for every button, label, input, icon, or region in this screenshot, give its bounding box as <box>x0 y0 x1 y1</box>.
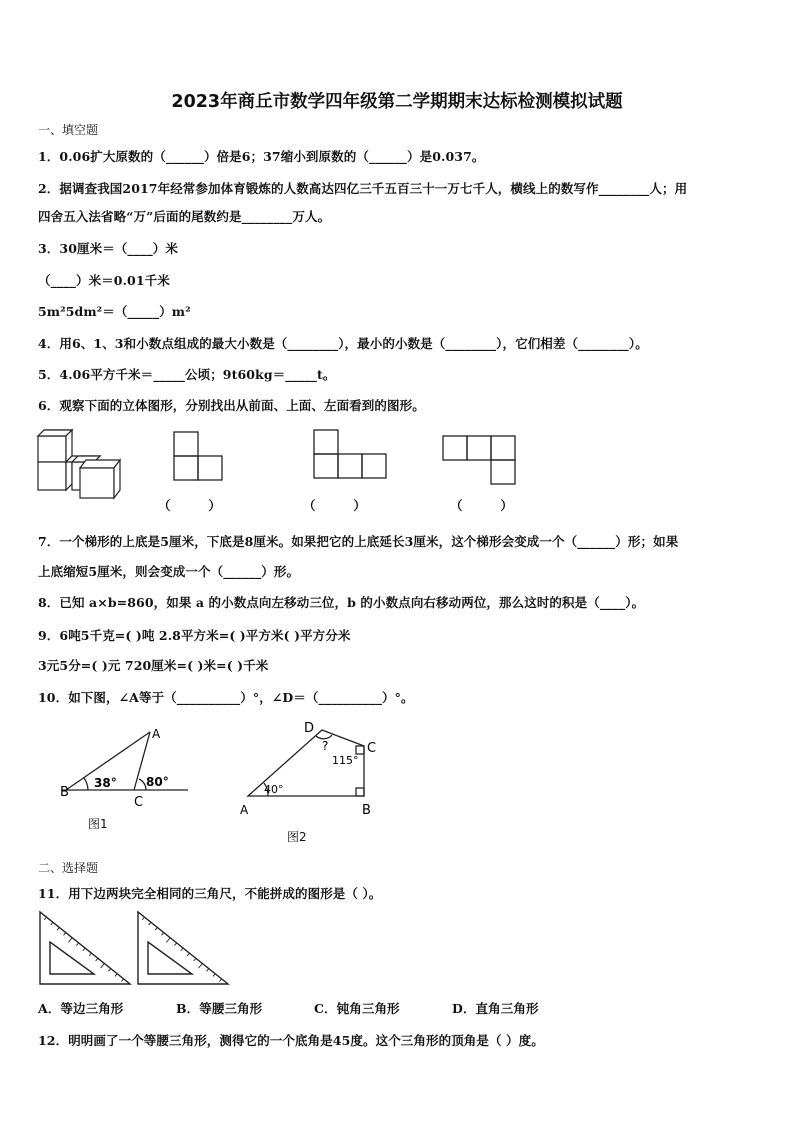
q11-option-c[interactable]: C．钝角三角形 <box>314 1001 400 1016</box>
fig1-label-c: C <box>134 795 144 810</box>
ruler-tick <box>44 917 46 920</box>
q6-solid-figure <box>36 430 126 496</box>
ruler-tick <box>207 969 209 972</box>
ruler-tick <box>109 969 111 972</box>
fig2-angle-c: 115° <box>332 754 359 767</box>
ruler-tick <box>89 953 91 956</box>
q6-view-figure-2 <box>312 428 392 482</box>
ruler-tick <box>149 922 151 925</box>
fig1-angle-b: 38° <box>94 776 117 790</box>
ruler-tick <box>142 917 144 920</box>
ruler-tick <box>96 958 98 961</box>
q11-set-squares <box>36 908 236 990</box>
question-2-line2: 四舍五入法省略“万”后面的尾数约是________万人。 <box>38 209 331 224</box>
page-title: 2023年商丘市数学四年级第二学期期末达标检测模拟试题 <box>171 92 623 112</box>
question-9-line1: 9．6吨5千克=( )吨 2.8平方米=( )平方米( )平方分米 <box>38 628 351 643</box>
question-11: 11．用下边两块完全相同的三角尺，不能拼成的图形是（ ）。 <box>38 886 382 901</box>
q10-figure-1 <box>60 722 200 810</box>
q10-figure-2 <box>240 718 390 818</box>
question-12: 12．明明画了一个等腰三角形，测得它的一个底角是45度。这个三角形的顶角是（ ）度。 <box>38 1033 544 1048</box>
q6-answer-blank-2: （ ） <box>303 498 367 513</box>
question-2-line1: 2．据调查我国2017年经常参加体育锻炼的人数高达四亿三千五百三十一万七千人，横线上的数写作________人；用 <box>38 181 688 196</box>
question-3-line3: 5m²5dm²＝（_____）m² <box>38 304 191 319</box>
fig2-label-d: D <box>304 721 315 736</box>
fig2-label-a: A <box>240 803 249 817</box>
ruler-tick <box>155 927 157 930</box>
ruler-tick <box>101 963 105 968</box>
fig1-label-a: A <box>152 727 161 741</box>
q6-view-figure-1 <box>170 430 226 484</box>
fig2-label-c: C <box>367 741 377 756</box>
q11-option-d[interactable]: D．直角三角形 <box>452 1001 539 1016</box>
ruler-tick <box>57 927 59 930</box>
question-7-line2: 上底缩短5厘米，则会变成一个（______）形。 <box>38 564 300 579</box>
ruler-tick <box>181 948 183 951</box>
fig2-angle-a: 40° <box>264 783 284 796</box>
ruler-tick <box>219 979 221 982</box>
ruler-tick <box>174 943 176 946</box>
ruler-tick <box>166 938 170 943</box>
ruler-tick <box>121 979 123 982</box>
fig1-angle-c: 80° <box>146 775 169 789</box>
fig1-label-b: B <box>60 785 69 800</box>
ruler-tick <box>199 963 203 968</box>
q6-answer-blank-3: （ ） <box>450 498 514 513</box>
fig2-label-b: B <box>362 803 371 818</box>
q6-view-figure-3 <box>441 434 521 488</box>
q11-option-a[interactable]: A．等边三角形 <box>38 1001 124 1016</box>
ruler-tick <box>51 922 53 925</box>
question-10: 10．如下图，∠A等于（__________）°，∠D＝（__________）°。 <box>38 690 414 705</box>
fig1-caption: 图1 <box>88 817 108 831</box>
ruler-tick <box>187 953 189 956</box>
ruler-tick <box>115 974 117 977</box>
ruler-tick <box>83 948 85 951</box>
question-3-line2: （____）米＝0.01千米 <box>38 273 170 288</box>
question-7-line1: 7．一个梯形的上底是5厘米，下底是8厘米。如果把它的上底延长3厘米，这个梯形会变成一个（______）形；如果 <box>38 534 679 549</box>
ruler-tick <box>162 933 164 936</box>
ruler-tick <box>76 943 78 946</box>
ruler-tick <box>194 958 196 961</box>
section-fill-blank: 一、填空题 <box>38 123 99 137</box>
section-choice: 二、选择题 <box>38 861 99 875</box>
q11-option-b[interactable]: B．等腰三角形 <box>176 1001 263 1016</box>
question-5: 5．4.06平方千米＝_____公顷；9t60kg＝_____t。 <box>38 367 336 382</box>
question-3-line1: 3．30厘米＝（____）米 <box>38 241 178 256</box>
question-4: 4．用6、1、3和小数点组成的最大小数是（________），最小的小数是（________），它们相差（________）。 <box>38 336 648 351</box>
ruler-tick <box>64 933 66 936</box>
ruler-tick <box>68 938 72 943</box>
ruler-tick <box>213 974 215 977</box>
question-1: 1．0.06扩大原数的（______）倍是6；37缩小到原数的（______）是0.037。 <box>38 149 485 164</box>
question-6: 6．观察下面的立体图形，分别找出从前面、上面、左面看到的图形。 <box>38 398 425 413</box>
fig2-angle-d: ? <box>322 739 329 753</box>
question-9-line2: 3元5分=( )元 720厘米=( )米=( )千米 <box>38 658 269 673</box>
q6-answer-blank-1: （ ） <box>158 498 222 513</box>
question-8: 8．已知 a×b=860，如果 a 的小数点向左移动三位，b 的小数点向右移动两位，那么这时的积是（____）。 <box>38 595 645 610</box>
fig2-caption: 图2 <box>287 830 307 844</box>
